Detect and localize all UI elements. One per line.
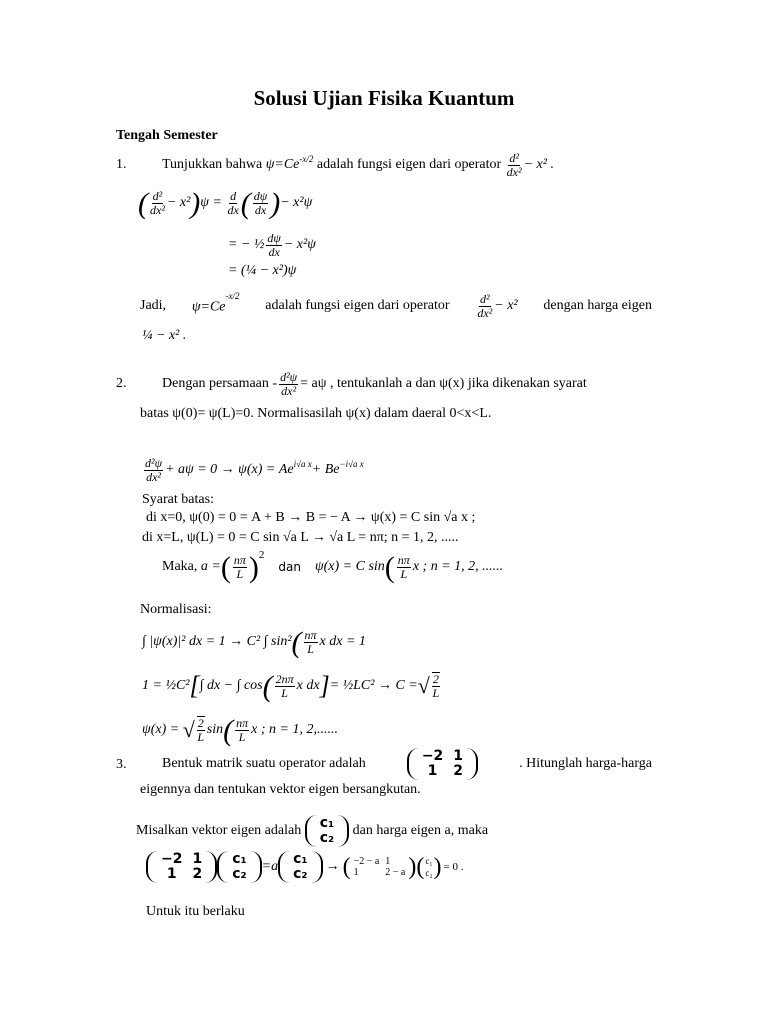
q2-final-b: sin bbox=[206, 722, 224, 737]
step2-lead: = − ½ bbox=[228, 237, 265, 252]
conclusion-psi-exp: -x/2 bbox=[225, 290, 240, 301]
q1-eigenvalue: ¼ − x² . bbox=[142, 328, 187, 343]
open-bracket: [ bbox=[189, 671, 200, 700]
small-close-paren: ) bbox=[408, 853, 417, 880]
open-paren-7: ( bbox=[223, 713, 234, 747]
step2-end: − x²ψ bbox=[283, 237, 316, 252]
eq-m-1-1: 2 bbox=[192, 866, 203, 882]
step2-dpsi-dx bbox=[266, 232, 281, 258]
q1-op-tail: − x² . bbox=[523, 157, 554, 172]
step1-op-fraction bbox=[150, 190, 165, 216]
close-paren-3: ) bbox=[248, 550, 259, 584]
q1-conclusion bbox=[140, 288, 652, 324]
q3-small-matrix bbox=[351, 856, 409, 878]
conclusion-b: adalah fungsi eigen dari operator bbox=[265, 298, 450, 313]
m-1-0: 1 bbox=[427, 763, 438, 779]
q1-statement bbox=[162, 147, 554, 183]
q3-statement bbox=[162, 745, 652, 783]
eq-v-0: c₁ bbox=[232, 850, 247, 867]
open-paren-5: ( bbox=[291, 625, 302, 659]
q2-norm1-L: L bbox=[307, 641, 314, 656]
q2-final-fraction bbox=[235, 717, 249, 743]
open-paren-4: ( bbox=[384, 550, 395, 584]
close-paren-2: ) bbox=[270, 186, 281, 220]
q2-npi: nπ bbox=[233, 552, 246, 567]
q2-norm2-a: 1 = ½C² bbox=[142, 678, 190, 693]
conclusion-psi-expr: ψ=Ce bbox=[191, 299, 226, 315]
q2-final-L-2: L bbox=[238, 729, 246, 744]
step1-dx: dx bbox=[227, 202, 239, 217]
q2-norm1-a: ∫ |ψ(x)|² dx = 1 → C² ∫ sin² bbox=[142, 634, 292, 649]
q3-small-vector bbox=[424, 855, 433, 879]
m-0-0: −2 bbox=[421, 747, 444, 764]
conclusion-c: dengan harga eigen bbox=[543, 298, 652, 313]
step1-dpsi-dx bbox=[253, 190, 268, 216]
q2-final-sqrt bbox=[197, 716, 205, 743]
conclusion-minus-x2: − x² bbox=[494, 298, 518, 313]
q3-text-b: . Hitunglah harga-harga bbox=[519, 756, 652, 771]
page-title: Solusi Ujian Fisika Kuantum bbox=[253, 86, 515, 110]
sv-0: c₁ bbox=[425, 856, 433, 866]
step1-end: − x²ψ bbox=[280, 195, 313, 210]
open-paren-3: ( bbox=[220, 550, 231, 584]
q2-sol-num: d²ψ bbox=[145, 455, 163, 470]
q3-eq-vector-2 bbox=[278, 851, 322, 884]
q2-npi-2: nπ bbox=[397, 552, 410, 567]
sm-1-1: 2 − a bbox=[385, 867, 406, 878]
q1-op-den: dx² bbox=[506, 164, 522, 179]
eq-m-0-0: −2 bbox=[161, 850, 183, 867]
q2-psi-tail: x ; n = 1, 2, ...... bbox=[412, 559, 504, 574]
section-subtitle: Tengah Semester bbox=[116, 128, 218, 143]
q3-small-system bbox=[343, 854, 464, 881]
q2-eq-fraction bbox=[279, 371, 298, 397]
q2-line-2: batas ψ(0)= ψ(L)=0. Normalisasilah ψ(x) dalam daeral 0<x<L. bbox=[140, 406, 492, 421]
q2-text-a: Dengan persamaan - bbox=[162, 376, 278, 391]
q2-normalisasi-label: Normalisasi: bbox=[140, 602, 212, 617]
q2-final bbox=[142, 710, 338, 750]
step1-dx-2: dx bbox=[254, 202, 267, 217]
q1-number: 1. bbox=[116, 157, 127, 172]
q2-maka: Maka, bbox=[162, 559, 198, 574]
q1-step-3: = (¼ − x²)ψ bbox=[228, 263, 297, 278]
q2-npi-over-L bbox=[233, 554, 247, 580]
q2-sol-fraction bbox=[144, 457, 163, 483]
q2-sol-exp-2: −i√a x bbox=[339, 459, 364, 469]
step1-op-num: d² bbox=[152, 188, 163, 203]
q2-norm2-b: ∫ dx − ∫ cos bbox=[199, 678, 263, 693]
q2-a-eq: a = bbox=[200, 559, 221, 574]
q2-dan: dan bbox=[278, 560, 301, 574]
conclusion-a: Jadi, bbox=[140, 298, 167, 313]
step2-dpsi: dψ bbox=[267, 230, 281, 245]
q3-vector-line bbox=[136, 812, 488, 850]
q2-final-npi: nπ bbox=[236, 715, 249, 730]
q2-final-two: 2 bbox=[197, 716, 204, 731]
q2-final-a: ψ(x) = bbox=[142, 722, 180, 737]
q2-norm-2 bbox=[142, 664, 442, 708]
q3-eigen-vector bbox=[305, 815, 349, 848]
q2-solution bbox=[142, 452, 364, 488]
q2-statement bbox=[162, 366, 587, 402]
q2-final-c: x ; n = 1, 2,...... bbox=[251, 722, 338, 737]
small-close-paren-2: ) bbox=[433, 853, 442, 880]
small-open-paren-2: ( bbox=[416, 853, 425, 880]
step1-dpsi: dψ bbox=[253, 188, 268, 203]
q2-norm2-L: L bbox=[281, 685, 288, 700]
q2-two-npi: 2nπ bbox=[275, 671, 294, 686]
m-1-1: 2 bbox=[453, 763, 464, 779]
sqrt-sign: √ bbox=[417, 673, 430, 698]
q2-sol-exp-1: i√a x bbox=[293, 459, 312, 469]
q3-eq-matrix bbox=[146, 851, 217, 884]
q1-psi-expr: ψ=Ce bbox=[265, 157, 300, 172]
q2-sol-mid: + Be bbox=[311, 462, 340, 477]
q3-arrow: → bbox=[325, 859, 340, 874]
q3-eq-a: =a bbox=[261, 859, 279, 874]
q2-maka-line bbox=[162, 548, 503, 586]
step2-dx: dx bbox=[268, 244, 280, 259]
sm-1-0: 1 bbox=[353, 867, 359, 878]
q2-L-2: L bbox=[400, 566, 408, 581]
q2-sol-den: dx² bbox=[146, 469, 161, 484]
step1-op-den: dx² bbox=[150, 202, 165, 217]
q1-step-1 bbox=[138, 183, 312, 223]
eq-v2-1: c₂ bbox=[293, 866, 308, 882]
q2-bc-2: di x=L, ψ(L) = 0 = C sin √a L → √a L = nπ; n = 1, 2, ..... bbox=[142, 530, 459, 545]
q2-norm2-d: = ½LC² → C = bbox=[329, 678, 418, 693]
sv-1: c₂ bbox=[425, 868, 433, 878]
q3-number: 3. bbox=[116, 757, 127, 772]
eq-m-1-0: 1 bbox=[166, 866, 177, 882]
q3-eigen-equation bbox=[146, 848, 463, 886]
q1-text-b: adalah fungsi eigen dari operator bbox=[316, 157, 502, 172]
eq-v2-0: c₁ bbox=[293, 850, 308, 867]
close-bracket: ] bbox=[319, 671, 330, 700]
q3-line-2: eigennya dan tentukan vektor eigen bersangkutan. bbox=[140, 782, 421, 797]
eq-m-0-1: 1 bbox=[192, 850, 203, 867]
q2-norm1-fraction bbox=[304, 629, 318, 655]
conclusion-operator bbox=[475, 293, 517, 319]
q2-eq-den: dx² bbox=[281, 383, 297, 398]
q1-step-2 bbox=[228, 228, 316, 262]
q2-norm1-npi: nπ bbox=[304, 627, 317, 642]
q2-number: 2. bbox=[116, 376, 127, 391]
close-paren: ) bbox=[190, 186, 201, 220]
step1-d-dx bbox=[227, 190, 238, 216]
q3-end: Untuk itu berlaku bbox=[146, 904, 245, 919]
q2-sqrt-2-over-L bbox=[432, 672, 440, 699]
q1-text-a: Tunjukkan bahwa bbox=[162, 157, 263, 172]
sqrt-sign-2: √ bbox=[182, 717, 195, 742]
q2-norm-1 bbox=[142, 622, 366, 662]
q2-norm2-c: x dx bbox=[296, 678, 320, 693]
q1-psi-exp: -x/2 bbox=[299, 154, 314, 164]
eq-v-1: c₂ bbox=[232, 866, 247, 882]
sm-0-1: 1 bbox=[385, 856, 391, 867]
q1-op-num: d² bbox=[509, 150, 519, 165]
open-paren-2: ( bbox=[240, 186, 251, 220]
open-paren: ( bbox=[138, 186, 148, 220]
conclusion-op-den: dx² bbox=[477, 305, 493, 320]
v-1: c₂ bbox=[319, 830, 335, 846]
conclusion-op-fraction bbox=[477, 293, 492, 319]
q3-vec-text-b: dan harga eigen a, maka bbox=[352, 823, 489, 838]
q2-norm1-tail: x dx = 1 bbox=[319, 634, 366, 649]
open-paren-6: ( bbox=[262, 669, 273, 703]
conclusion-psi bbox=[191, 290, 240, 316]
q3-eq-vector bbox=[217, 851, 261, 884]
q2-syarat-label: Syarat batas: bbox=[142, 492, 214, 507]
step1-psi-eq: ψ = bbox=[200, 195, 222, 210]
step1-d: d bbox=[230, 188, 237, 203]
q1-operator-fraction bbox=[507, 152, 522, 178]
q2-bc-1: di x=0, ψ(0) = 0 = A + B → B = − A → ψ(x) = C sin √a x ; bbox=[146, 510, 476, 525]
q2-eq-tail: = aψ , tentukanlah a dan ψ(x) jika dikenakan syarat bbox=[300, 376, 587, 391]
q2-sol-tail: + aψ = 0 → ψ(x) = Ae bbox=[165, 462, 294, 477]
q2-psi-eq: ψ(x) = C sin bbox=[314, 559, 385, 574]
q2-two: 2 bbox=[432, 672, 439, 687]
q2-L: L bbox=[236, 566, 244, 581]
q2-square: 2 bbox=[258, 549, 265, 561]
q2-eq-num: d²ψ bbox=[280, 369, 298, 384]
q3-eq-zero: = 0 . bbox=[443, 861, 464, 873]
q2-final-L: L bbox=[197, 730, 205, 744]
sm-0-0: −2 − a bbox=[353, 856, 380, 867]
m-0-1: 1 bbox=[453, 747, 464, 764]
q2-norm2-fraction bbox=[275, 673, 295, 699]
q2-sqrt-L: L bbox=[432, 686, 440, 700]
small-open-paren: ( bbox=[342, 853, 351, 880]
step1-minus-x2: − x² bbox=[166, 195, 191, 210]
q3-text-a: Bentuk matrik suatu operator adalah bbox=[162, 756, 366, 771]
conclusion-op-num: d² bbox=[479, 291, 490, 306]
q3-vec-text-a: Misalkan vektor eigen adalah bbox=[136, 823, 302, 838]
q2-npi-over-L-2 bbox=[397, 554, 411, 580]
v-0: c₁ bbox=[319, 814, 335, 831]
q3-operator-matrix bbox=[407, 748, 478, 781]
